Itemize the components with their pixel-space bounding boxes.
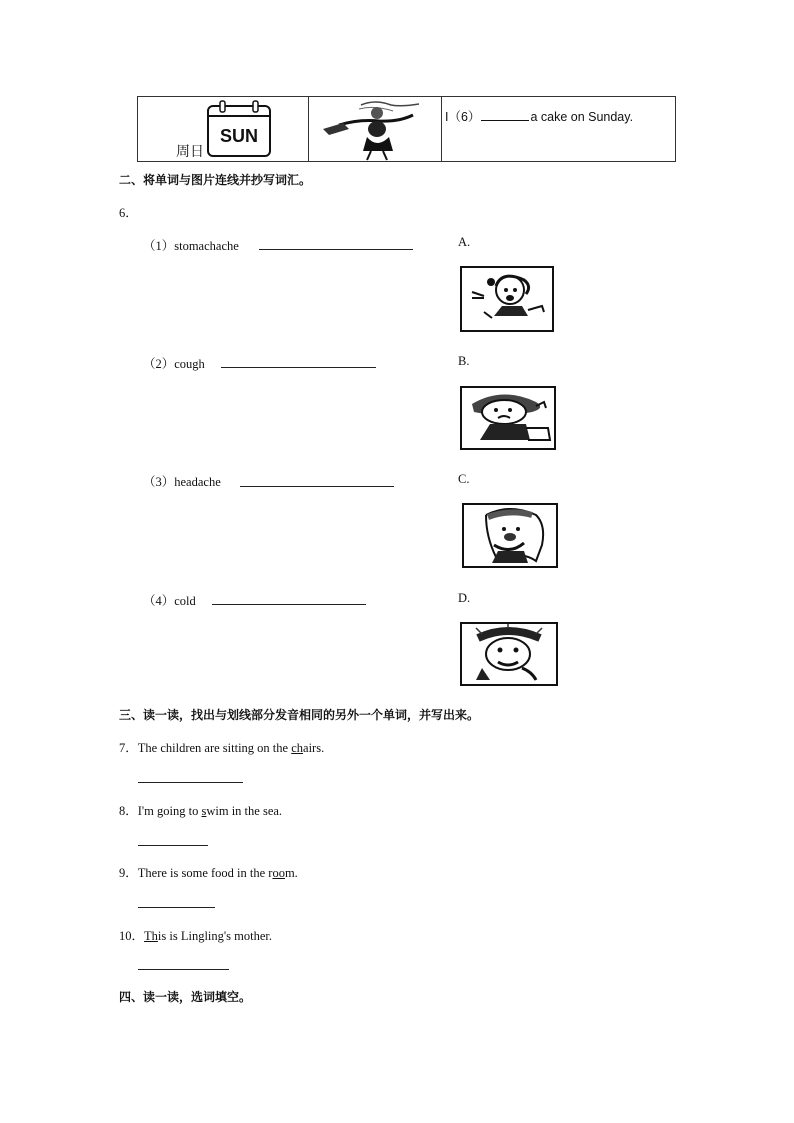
day-label: 周日 [176, 144, 204, 160]
calendar-text: SUN [219, 126, 259, 146]
sentence-suffix: a cake on Sunday. [530, 110, 634, 124]
question-8-number: 8． [119, 804, 138, 818]
question-8-text-after: wim in the sea. [206, 804, 283, 818]
sentence-cell [442, 97, 676, 162]
option-d-label: D. [458, 591, 471, 605]
calendar-cell [138, 97, 309, 162]
section-2-heading: 二、将单词与图片连线并抄写词汇。 [119, 173, 312, 187]
question-9-underlined: oo [272, 866, 285, 880]
section-3-heading: 三、读一读，找出与划线部分发音相同的另外一个单词，并写出来。 [119, 708, 480, 722]
question-10-underlined: Th [144, 929, 158, 943]
question-7-underlined: ch [291, 741, 304, 755]
question-10-text-after: is is Lingling's mother. [157, 929, 272, 943]
option-c-picture [462, 503, 558, 568]
question-7-text-after: airs. [303, 741, 325, 755]
sentence [445, 107, 633, 125]
boy-with-stomachache-icon [462, 388, 554, 448]
question-6-number: 6． [119, 206, 138, 220]
question-10-number: 10． [119, 929, 145, 943]
question-9-text-after: m. [284, 866, 298, 880]
question-7-number: 7． [119, 741, 138, 755]
option-b-label: B. [458, 354, 470, 368]
option-c-label: C. [458, 472, 470, 486]
copy-line-3[interactable] [240, 486, 394, 487]
question-7-text-before: The children are sitting on the [137, 741, 292, 755]
option-a-label: A. [458, 235, 471, 249]
copy-line-2[interactable] [221, 367, 376, 368]
girl-with-cough-icon [462, 268, 552, 330]
sentence-prefix: I（6） [445, 110, 481, 124]
exercise-table [137, 96, 676, 162]
question-9 [119, 863, 298, 881]
answer-line-8[interactable] [138, 845, 208, 846]
answer-blank-6[interactable] [481, 120, 529, 121]
man-with-cold-icon [464, 505, 556, 566]
answer-line-10[interactable] [138, 969, 229, 970]
question-8 [119, 801, 282, 819]
answer-line-7[interactable] [138, 782, 243, 783]
copy-line-1[interactable] [259, 249, 413, 250]
calendar-icon [206, 100, 272, 158]
answer-line-9[interactable] [138, 907, 215, 908]
picture-cell [309, 97, 442, 162]
option-b-picture [460, 386, 556, 450]
word-stomachache: （1）stomachache [143, 239, 239, 253]
girl-baking-icon [319, 99, 419, 161]
word-cold: （4）cold [143, 594, 196, 608]
section-4-heading: 四、读一读，选词填空。 [119, 990, 252, 1004]
question-7 [119, 738, 324, 756]
question-9-text-before: There is some food in the r [137, 866, 273, 880]
question-9-number: 9． [119, 866, 138, 880]
word-headache: （3）headache [143, 475, 221, 489]
question-8-underlined: s [201, 804, 207, 818]
man-with-headache-icon [462, 624, 556, 684]
question-10 [119, 926, 272, 944]
copy-line-4[interactable] [212, 604, 366, 605]
question-8-text-before: I'm going to [137, 804, 202, 818]
option-d-picture [460, 622, 558, 686]
word-cough: （2）cough [143, 357, 205, 371]
option-a-picture [460, 266, 554, 332]
